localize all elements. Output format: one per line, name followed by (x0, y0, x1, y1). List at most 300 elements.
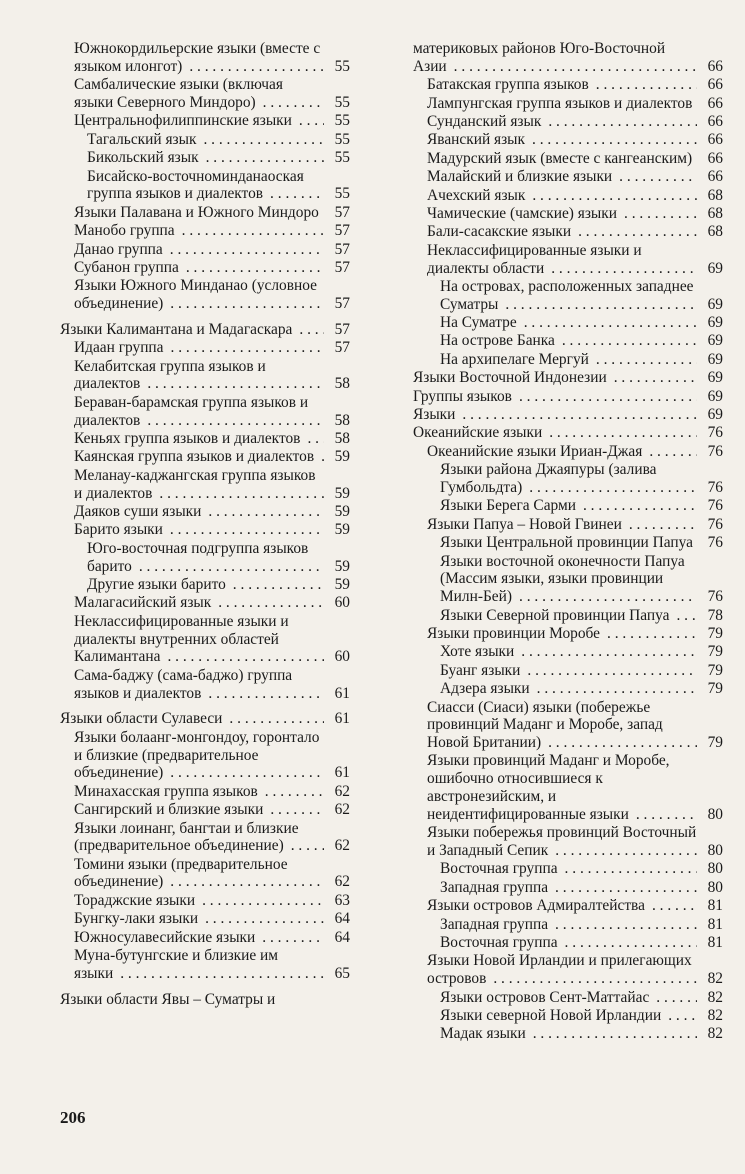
toc-entry (413, 824, 723, 860)
toc-entry-text: Тораджские языки (74, 892, 198, 909)
toc-entry (413, 278, 723, 314)
toc-entry (60, 613, 350, 666)
toc-entry (60, 892, 350, 910)
toc-entry-text: Языки Новой Ирландии и прилегающих островов (427, 952, 692, 988)
toc-entry-title (440, 879, 697, 897)
toc-entry-page: 57 (324, 222, 350, 240)
toc-entry-title (440, 553, 697, 606)
toc-entry-text: Буанг языки (440, 662, 523, 679)
toc-entry-text: Языки северной Новой Ирландии (440, 1007, 664, 1024)
toc-entry (60, 259, 350, 277)
toc-entry-text: Меланау-каджангская группа языков и диалектов (74, 466, 316, 502)
toc-entry (60, 729, 350, 782)
toc-entry-text: Самбалические языки (включая языки Северного Миндоро) (74, 76, 283, 111)
toc-entry-title (427, 897, 697, 915)
toc-entry-title (74, 667, 324, 703)
toc-entry-title (413, 406, 697, 424)
toc-entry-page: 69 (697, 351, 723, 369)
toc-entry-title (87, 131, 324, 149)
toc-entry-page: 55 (324, 185, 350, 203)
toc-entry-title (74, 259, 324, 277)
toc-entry-title (427, 516, 697, 534)
toc-entry-text: Океанийские языки Ириан-Джая (427, 443, 645, 460)
toc-entry-page: 69 (697, 296, 723, 314)
toc-entry-page: 65 (324, 965, 350, 983)
toc-entry (413, 113, 723, 131)
toc-entry (413, 607, 723, 625)
toc-entry-page: 66 (697, 76, 723, 94)
toc-entry-page: 80 (697, 860, 723, 878)
toc-entry-title (74, 339, 324, 357)
toc-entry-page: 66 (697, 113, 723, 131)
toc-entry-title (440, 461, 697, 497)
toc-entry-text: Западная группа (440, 879, 551, 896)
toc-entry (413, 916, 723, 934)
toc-entry-title (74, 594, 324, 612)
toc-entry-page: 68 (697, 205, 723, 223)
toc-entry (413, 1007, 723, 1025)
toc-entry-title (74, 430, 324, 448)
toc-entry-text: Языки области Явы – Суматры и (60, 991, 278, 1008)
toc-entry (413, 332, 723, 350)
toc-entry-text: Восточная группа (440, 860, 561, 877)
toc-entry-title (74, 929, 324, 947)
toc-entry-title (74, 204, 324, 222)
toc-entry (60, 594, 350, 612)
toc-entry (60, 222, 350, 240)
toc-entry (413, 860, 723, 878)
toc-entry-text: Тагальский язык (87, 131, 199, 148)
toc-entry-title (427, 150, 697, 168)
toc-entry (413, 388, 723, 406)
toc-entry (413, 168, 723, 186)
toc-entry-page: 62 (324, 801, 350, 819)
toc-entry-page: 82 (697, 970, 723, 988)
toc-entry (413, 643, 723, 661)
toc-entry-text: Языки лоинанг, бангтаи и близкие (предварительное объединение) (74, 819, 299, 855)
toc-entry-page: 79 (697, 643, 723, 661)
toc-entry-text: Ачехский язык (427, 187, 528, 204)
toc-entry-page: 69 (697, 388, 723, 406)
toc-entry (413, 314, 723, 332)
toc-entry-title (74, 277, 324, 313)
toc-entry-title (440, 680, 697, 698)
toc-entry-title (427, 168, 697, 186)
toc-entry (413, 625, 723, 643)
toc-entry-page: 69 (697, 260, 723, 278)
toc-entry-page: 55 (324, 58, 350, 76)
toc-entry-text: материковых районов Юго-Восточной Азии (413, 40, 666, 75)
toc-entry-title (74, 448, 324, 466)
toc-entry-page: 81 (697, 916, 723, 934)
toc-entry (413, 351, 723, 369)
toc-entry (413, 40, 723, 76)
toc-entry-title (74, 467, 324, 503)
toc-entry-title (427, 187, 697, 205)
toc-entry-page: 66 (697, 58, 723, 76)
toc-entry-text: На острове Банка (440, 332, 558, 349)
toc-entry-text: Языки Палавана и Южного Миндоро (74, 204, 322, 221)
toc-entry-title (440, 934, 697, 952)
toc-entry (60, 358, 350, 394)
toc-entry-title (74, 729, 324, 782)
toc-entry-page: 66 (697, 95, 723, 113)
toc-entry-page: 76 (697, 534, 723, 552)
toc-entry-page: 61 (324, 685, 350, 703)
toc-entry-page: 59 (324, 448, 350, 466)
toc-entry-text: Батакская группа языков (427, 76, 592, 93)
toc-entry-page: 76 (697, 443, 723, 461)
toc-entry-page: 82 (697, 1007, 723, 1025)
toc-entry-title (74, 801, 324, 819)
toc-entry-title (60, 321, 324, 339)
toc-entry-page: 68 (697, 187, 723, 205)
toc-entry-title (440, 643, 697, 661)
toc-entry (413, 934, 723, 952)
toc-entry (60, 448, 350, 466)
toc-entry (60, 503, 350, 521)
toc-entry-text: Бикольский язык (87, 149, 202, 166)
toc-entry-title (413, 388, 697, 406)
toc-entry-text: Келабитская группа языков и диалектов (74, 357, 266, 393)
toc-entry-text: Барито языки (74, 521, 166, 538)
toc-entry-text: Языки болаанг-монгондоу, горонтало и близкие (предварительное объединение) (74, 728, 320, 782)
toc-entry-page: 81 (697, 934, 723, 952)
toc-entry-text: Бали-сасакские языки (427, 223, 574, 240)
toc-entry-title (440, 278, 697, 314)
toc-entry (413, 699, 723, 752)
toc-entry-text: Языки Берега Сарми (440, 497, 579, 514)
toc-entry-title (74, 521, 324, 539)
toc-entry (60, 467, 350, 503)
toc-entry-page: 55 (324, 112, 350, 130)
toc-entry-title (413, 369, 697, 387)
toc-entry-title (427, 95, 697, 113)
toc-entry-text: Языки области Сулавеси (60, 710, 225, 727)
toc-entry-text: Муна-бутунгские и близкие им языки (74, 947, 279, 982)
toc-entry-title (440, 332, 697, 350)
toc-entry-text: На Суматре (440, 314, 520, 331)
toc-entry-page: 55 (324, 149, 350, 167)
toc-entry-page: 66 (697, 131, 723, 149)
toc-entry-text: Хоте языки (440, 643, 517, 660)
toc-entry-text: Яванский язык (427, 131, 528, 148)
toc-entry (60, 929, 350, 947)
toc-entry (413, 406, 723, 424)
toc-entry-text: Языки Северной провинции Папуа (440, 607, 672, 624)
toc-entry-page: 55 (324, 131, 350, 149)
page-number: 206 (60, 1108, 86, 1127)
toc-entry-page: 76 (697, 516, 723, 534)
toc-entry (60, 131, 350, 149)
toc-entry-title (440, 860, 697, 878)
toc-entry-title (74, 76, 324, 112)
toc-entry-page: 62 (324, 783, 350, 801)
toc-entry-text: Языки островов Адмиралтейства (427, 897, 648, 914)
toc-entry-title (440, 534, 697, 552)
toc-entry-page: 58 (324, 375, 350, 393)
toc-entry (60, 991, 350, 1009)
toc-entry-page: 79 (697, 734, 723, 752)
toc-entry-title (413, 424, 697, 442)
toc-entry (60, 910, 350, 928)
toc-entry-text: Океанийские языки (413, 424, 545, 441)
toc-entry (60, 204, 350, 222)
toc-entry-title (60, 710, 324, 728)
toc-entry-text: Неклассифицированные языки и диалекты внутренних областей Калимантана (74, 612, 289, 666)
toc-entry-text: Языки (413, 406, 458, 423)
toc-entry-text: Языки района Джаяпуры (залива Гумбольдта) (440, 461, 657, 496)
toc-entry-text: Мадак языки (440, 1025, 529, 1042)
toc-entry (60, 801, 350, 819)
toc-entry-text: Сиасси (Сиаси) языки (побережье провинций Маданг и Моробе, запад Новой Британии) (427, 698, 663, 752)
toc-entry-text: Языки Папуа – Новой Гвинеи (427, 516, 625, 533)
toc-entry (60, 667, 350, 703)
toc-entry-text: Субанон группа (74, 259, 182, 276)
toc-entry-text: Языки островов Сент-Маттайас (440, 989, 652, 1006)
toc-entry-title (74, 783, 324, 801)
toc-entry-text: Восточная группа (440, 934, 561, 951)
toc-entry-page: 55 (324, 94, 350, 112)
toc-entry (413, 205, 723, 223)
toc-entry (413, 879, 723, 897)
toc-right-column (413, 40, 723, 1044)
toc-entry-text: Бунгку-лаки языки (74, 910, 201, 927)
toc-entry-title (427, 76, 697, 94)
toc-entry (60, 820, 350, 856)
toc-entry (413, 424, 723, 442)
toc-entry-title (427, 223, 697, 241)
toc-entry-page: 64 (324, 929, 350, 947)
toc-entry-page: 59 (324, 485, 350, 503)
toc-left-column (60, 40, 350, 1009)
toc-entry-title (427, 625, 697, 643)
toc-entry-text: Южносулавесийские языки (74, 929, 258, 946)
toc-entry-text: Языки побережья провинций Восточный и Западный Сепик (427, 824, 697, 860)
toc-entry (60, 277, 350, 313)
toc-entry (60, 710, 350, 728)
toc-entry-title (74, 892, 324, 910)
toc-entry-page: 58 (324, 430, 350, 448)
toc-entry (60, 76, 350, 112)
toc-entry-title (440, 607, 697, 625)
toc-entry-text: Малайский и близкие языки (427, 168, 615, 185)
toc-entry-page: 78 (697, 607, 723, 625)
toc-entry-page: 79 (697, 680, 723, 698)
toc-entry (413, 76, 723, 94)
toc-entry-text: Данао группа (74, 241, 166, 258)
toc-entry-title (427, 952, 697, 988)
toc-entry-page: 62 (324, 873, 350, 891)
toc-entry-title (427, 242, 697, 278)
toc-entry-text: Языки провинций Маданг и Моробе, ошибочно относившиеся к австронезийским, и неидентифицированные языки (427, 752, 670, 823)
toc-entry-page: 61 (324, 764, 350, 782)
toc-entry-text: Другие языки барито (87, 576, 229, 593)
toc-entry-page: 59 (324, 576, 350, 594)
toc-entry (60, 321, 350, 339)
toc-entry-title (74, 394, 324, 430)
toc-entry (60, 947, 350, 983)
toc-entry (413, 95, 723, 113)
toc-entry-text: Минахасская группа языков (74, 783, 261, 800)
toc-entry-title (87, 576, 324, 594)
toc-entry-page: 58 (324, 412, 350, 430)
toc-entry-title (74, 820, 324, 856)
toc-entry-page: 68 (697, 223, 723, 241)
toc-entry-text: На островах, расположенных западнее Суматры (440, 277, 694, 313)
toc-entry-text: Сунданский язык (427, 113, 544, 130)
toc-entry-title (427, 443, 697, 461)
toc-entry-text: Языки провинции Моробе (427, 625, 603, 642)
toc-entry-title (74, 358, 324, 394)
toc-entry-text: Мадурский язык (вместе с кангеанским) (427, 150, 695, 167)
toc-entry-page: 69 (697, 406, 723, 424)
toc-entry-title (427, 205, 697, 223)
toc-entry-page: 57 (324, 295, 350, 313)
toc-entry-page: 69 (697, 314, 723, 332)
toc-entry (60, 540, 350, 576)
toc-entry-title (440, 1025, 697, 1043)
toc-entry-title (440, 989, 697, 1007)
toc-entry (413, 680, 723, 698)
toc-entry-title (427, 113, 697, 131)
toc-entry-page: 57 (324, 321, 350, 339)
toc-entry (413, 516, 723, 534)
toc-entry-text: Южнокордильерские языки (вместе с языком илонгот) (74, 40, 321, 75)
toc-entry-page: 60 (324, 594, 350, 612)
toc-entry-text: Идаан группа (74, 339, 167, 356)
toc-entry-text: Сама-баджу (сама-баджо) группа языков и диалектов (74, 666, 293, 702)
toc-entry-title (440, 916, 697, 934)
toc-entry-text: Каянская группа языков и диалектов (74, 448, 317, 465)
toc-entry-page: 59 (324, 558, 350, 576)
toc-entry (413, 131, 723, 149)
toc-entry-title (440, 314, 697, 332)
toc-entry (60, 339, 350, 357)
toc-entry-page: 57 (324, 204, 350, 222)
toc-entry-text: Неклассифицированные языки и диалекты области (427, 241, 642, 277)
toc-entry-page: 76 (697, 424, 723, 442)
toc-entry-page: 69 (697, 369, 723, 387)
toc-entry-text: Чамические (чамские) языки (427, 205, 620, 222)
toc-entry-title (413, 40, 697, 76)
toc-entry-text: Языки Восточной Индонезии (413, 369, 610, 386)
toc-entry-title (74, 910, 324, 928)
toc-entry-page: 62 (324, 837, 350, 855)
toc-entry (413, 989, 723, 1007)
toc-entry (60, 576, 350, 594)
toc-entry-title (427, 752, 697, 823)
toc-entry (413, 662, 723, 680)
toc-entry (413, 497, 723, 515)
toc-entry-page: 81 (697, 897, 723, 915)
toc-entry (413, 534, 723, 552)
toc-entry (413, 553, 723, 606)
toc-entry (413, 1025, 723, 1043)
toc-entry-page: 57 (324, 241, 350, 259)
toc-entry-text: Языки Калимантана и Мадагаскара (60, 321, 295, 338)
toc-entry-page: 82 (697, 989, 723, 1007)
toc-entry-page: 64 (324, 910, 350, 928)
toc-entry-text: На архипелаге Мергуй (440, 351, 592, 368)
toc-entry-page: 76 (697, 497, 723, 515)
toc-entry-page: 80 (697, 842, 723, 860)
toc-entry-page: 57 (324, 259, 350, 277)
toc-entry-page: 59 (324, 521, 350, 539)
toc-entry-page: 63 (324, 892, 350, 910)
toc-entry-text: Юго-восточная подгруппа языков барито (87, 539, 309, 575)
toc-entry (60, 394, 350, 430)
toc-entry (413, 187, 723, 205)
toc-entry-title (74, 613, 324, 666)
toc-entry (60, 149, 350, 167)
toc-entry-title (74, 856, 324, 892)
toc-entry-text: Языки восточной оконечности Папуа (Массим языки, языки провинции Милн-Бей) (440, 552, 685, 606)
toc-entry (413, 150, 723, 168)
toc-entry (413, 461, 723, 497)
toc-entry-page: 61 (324, 710, 350, 728)
toc-entry-text: Даяков суши языки (74, 503, 204, 520)
toc-entry (413, 242, 723, 278)
toc-entry-page: 80 (697, 806, 723, 824)
toc-entry-text: Центральнофилиппинские языки (74, 112, 295, 129)
toc-entry-text: Бераван-барамская группа языков и диалектов (74, 393, 309, 429)
toc-entry (413, 752, 723, 823)
toc-entry (413, 443, 723, 461)
toc-entry-text: Манобо группа (74, 222, 178, 239)
toc-entry-text: Языки Центральной провинции Папуа (440, 534, 696, 551)
toc-entry-title (74, 241, 324, 259)
toc-entry-title (427, 699, 697, 752)
toc-entry (60, 856, 350, 892)
toc-entry-title (87, 149, 324, 167)
toc-entry-title (74, 947, 324, 983)
toc-entry-title (440, 497, 697, 515)
toc-entry (413, 952, 723, 988)
toc-entry-title (74, 222, 324, 240)
toc-entry-title (74, 40, 324, 76)
toc-entry-text: Языки Южного Минданао (условное объединение) (74, 277, 317, 313)
toc-entry-page: 79 (697, 625, 723, 643)
toc-entry-page: 69 (697, 332, 723, 350)
toc-entry-text: Группы языков (413, 388, 515, 405)
toc-entry (60, 430, 350, 448)
toc-entry-page: 79 (697, 662, 723, 680)
toc-entry-title (427, 131, 697, 149)
toc-entry-text: Бисайско-восточноминданаоская группа языков и диалектов (87, 167, 304, 203)
toc-entry-text: Западная группа (440, 916, 551, 933)
toc-entry-title (87, 168, 324, 204)
toc-entry (60, 241, 350, 259)
toc-entry-text: Томини языки (предварительное объединение) (74, 855, 288, 891)
toc-entry-page: 66 (697, 150, 723, 168)
toc-entry-text: Малагасийский язык (74, 594, 214, 611)
toc-entry (60, 112, 350, 130)
toc-entry-title (440, 351, 697, 369)
toc-entry-title (440, 1007, 697, 1025)
toc-entry (413, 223, 723, 241)
toc-entry-title (440, 662, 697, 680)
toc-entry-page: 60 (324, 648, 350, 666)
toc-entry-text: Адзера языки (440, 680, 533, 697)
toc-entry-text: Кеньях группа языков и диалектов (74, 430, 303, 447)
toc-entry (413, 897, 723, 915)
toc-entry-title (74, 112, 324, 130)
toc-entry-title (60, 991, 324, 1009)
toc-entry-page: 76 (697, 588, 723, 606)
toc-entry-text: Сангирский и близкие языки (74, 801, 266, 818)
toc-entry-page: 76 (697, 479, 723, 497)
